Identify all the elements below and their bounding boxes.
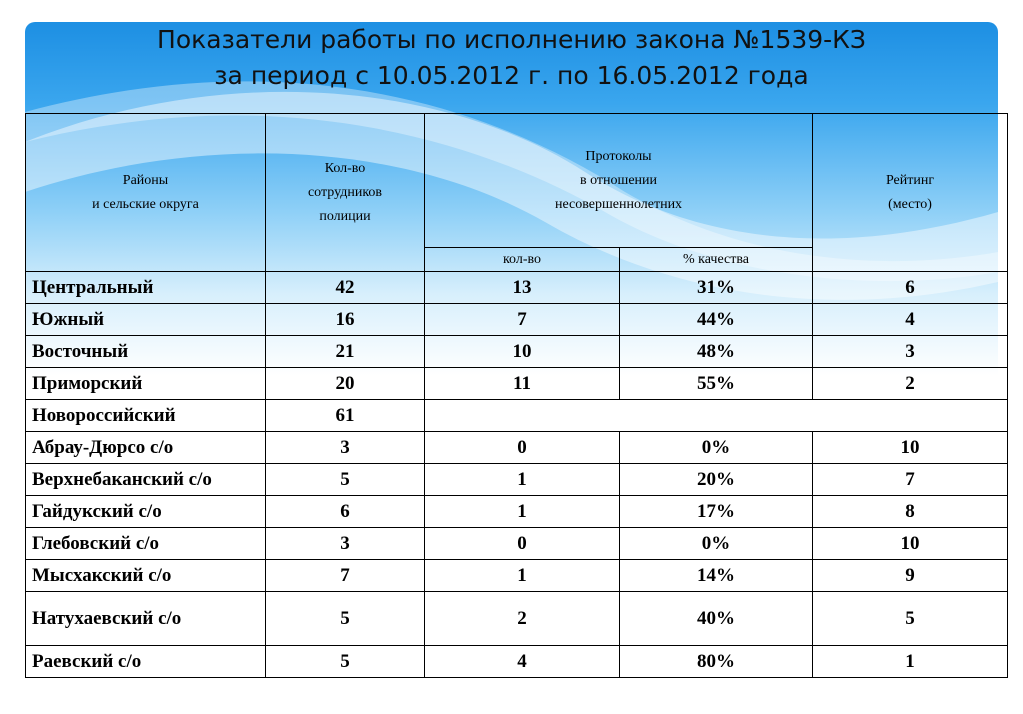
cell-rating: 9 xyxy=(813,560,1008,592)
cell-district: Глебовский с/о xyxy=(26,528,266,560)
header-staff: Кол-во сотрудников полиции xyxy=(266,114,425,272)
cell-staff: 6 xyxy=(266,496,425,528)
cell-rating: 3 xyxy=(813,336,1008,368)
cell-district: Натухаевский с/о xyxy=(26,592,266,646)
cell-staff: 5 xyxy=(266,592,425,646)
table-row xyxy=(26,336,1008,368)
cell-count: 4 xyxy=(425,646,620,678)
table-row xyxy=(26,304,1008,336)
header-rating: Рейтинг (место) xyxy=(813,114,1008,272)
cell-district: Абрау-Дюрсо с/о xyxy=(26,432,266,464)
table-header-row xyxy=(26,114,1008,248)
cell-rating: 10 xyxy=(813,528,1008,560)
cell-staff: 61 xyxy=(266,400,425,432)
header-protocols-quality: % качества xyxy=(620,248,813,272)
cell-count: 10 xyxy=(425,336,620,368)
cell-district: Мысхакский с/о xyxy=(26,560,266,592)
table-row xyxy=(26,272,1008,304)
cell-rating: 2 xyxy=(813,368,1008,400)
cell-count: 0 xyxy=(425,528,620,560)
cell-count: 7 xyxy=(425,304,620,336)
cell-quality: 44% xyxy=(620,304,813,336)
cell-quality: 0% xyxy=(620,432,813,464)
table-row xyxy=(26,646,1008,678)
cell-quality: 20% xyxy=(620,464,813,496)
cell-quality: 17% xyxy=(620,496,813,528)
cell-quality: 48% xyxy=(620,336,813,368)
table-row xyxy=(26,400,1008,432)
cell-quality: 14% xyxy=(620,560,813,592)
cell-staff: 5 xyxy=(266,646,425,678)
cell-count: 11 xyxy=(425,368,620,400)
cell-quality: 55% xyxy=(620,368,813,400)
cell-staff: 42 xyxy=(266,272,425,304)
cell-count: 13 xyxy=(425,272,620,304)
cell-staff: 20 xyxy=(266,368,425,400)
cell-count: 2 xyxy=(425,592,620,646)
cell-district: Южный xyxy=(26,304,266,336)
cell-district: Новороссийский xyxy=(26,400,266,432)
header-protocols-count: кол-во xyxy=(425,248,620,272)
cell-staff: 21 xyxy=(266,336,425,368)
cell-district: Центральный xyxy=(26,272,266,304)
table-row xyxy=(26,528,1008,560)
title-line-2: за период с 10.05.2012 г. по 16.05.2012 года xyxy=(214,61,809,90)
cell-staff: 5 xyxy=(266,464,425,496)
title-line-1: Показатели работы по исполнению закона №1539-КЗ xyxy=(157,25,866,54)
cell-count: 1 xyxy=(425,464,620,496)
table-row xyxy=(26,432,1008,464)
table-row xyxy=(26,464,1008,496)
performance-table xyxy=(25,113,1008,678)
cell-quality: 40% xyxy=(620,592,813,646)
table-row xyxy=(26,368,1008,400)
header-district: Районы и сельские округа xyxy=(26,114,266,272)
cell-rating: 5 xyxy=(813,592,1008,646)
cell-district: Раевский с/о xyxy=(26,646,266,678)
cell-rating: 1 xyxy=(813,646,1008,678)
cell-staff: 16 xyxy=(266,304,425,336)
cell-staff: 3 xyxy=(266,432,425,464)
cell-district: Восточный xyxy=(26,336,266,368)
cell-count: 1 xyxy=(425,496,620,528)
table-row xyxy=(26,496,1008,528)
cell-quality: 80% xyxy=(620,646,813,678)
table-row xyxy=(26,592,1008,646)
cell-empty xyxy=(425,400,1008,432)
header-protocols: Протоколы в отношении несовершеннолетних xyxy=(425,114,813,248)
cell-rating: 6 xyxy=(813,272,1008,304)
cell-count: 0 xyxy=(425,432,620,464)
cell-rating: 4 xyxy=(813,304,1008,336)
cell-rating: 10 xyxy=(813,432,1008,464)
cell-district: Гайдукский с/о xyxy=(26,496,266,528)
cell-count: 1 xyxy=(425,560,620,592)
table-row xyxy=(26,560,1008,592)
cell-staff: 3 xyxy=(266,528,425,560)
cell-district: Приморский xyxy=(26,368,266,400)
cell-district: Верхнебаканский с/о xyxy=(26,464,266,496)
cell-quality: 31% xyxy=(620,272,813,304)
page-title xyxy=(25,22,998,94)
cell-rating: 7 xyxy=(813,464,1008,496)
cell-quality: 0% xyxy=(620,528,813,560)
cell-staff: 7 xyxy=(266,560,425,592)
cell-rating: 8 xyxy=(813,496,1008,528)
